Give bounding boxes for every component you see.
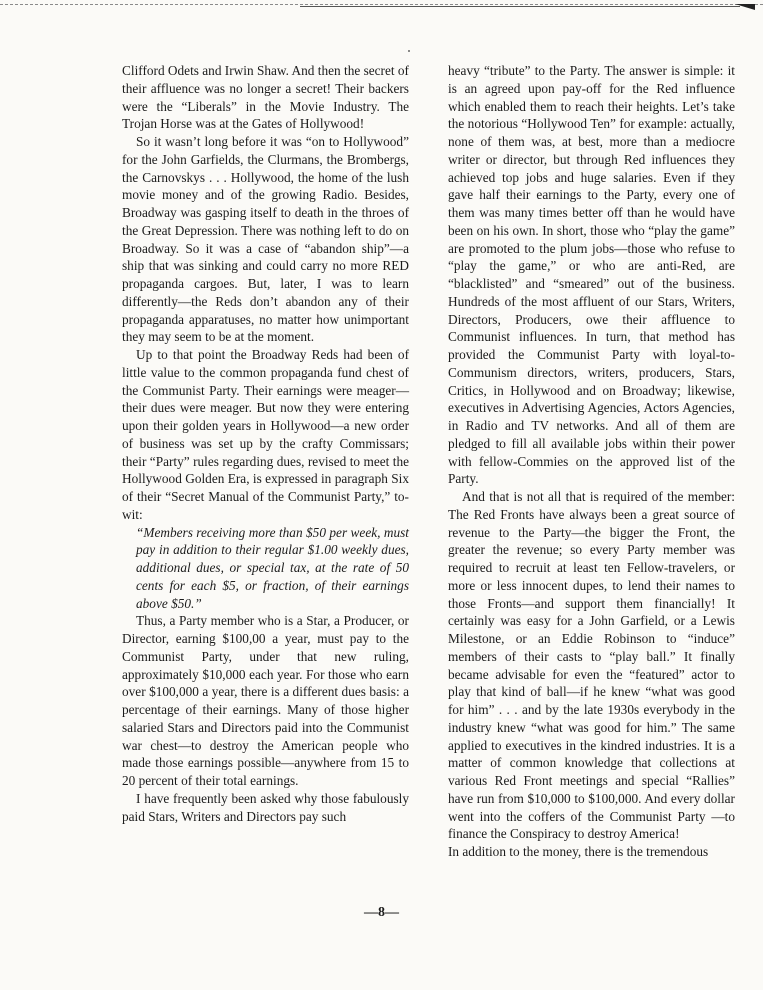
top-rule bbox=[300, 6, 740, 7]
page-number: —8— bbox=[364, 905, 399, 920]
paragraph: I have frequently been asked why those fabulously paid Stars, Writers and Directors pay such bbox=[122, 790, 409, 824]
paragraph: In addition to the money, there is the tremendous bbox=[448, 844, 709, 859]
paragraph: And that is not all that is required of the member: The Red Fronts have always been a great source of revenue to the Party—the bigger the Front, the greater the revenue; so every Party member was required to recruit at least ten Fellow-travelers, or more or less innocent dupes, to lend their names to those Fronts—and support them financially! It certainly was easy for a John Garfield, or a Lewis Milestone, or an Eddie Robinson to “induce” members of their casts to “play ball.” It finally became advisable for even the “featured” actor to play that kind of ball—if he knew “what was good for him” . . . and by the late 1930s everybody in the industry knew “what was good for him.” The same applied to executives in the kindred industries. It is a matter of common knowledge that collections at various Red Front meetings and special “Rallies” have run from $10,000 to $100,000. And every dollar went into the coffers of the Communist Party —to finance the Conspiracy to destroy America! bbox=[448, 489, 735, 842]
quoted-rule: “Members receiving more than $50 per week, must pay in addition to their regular $1.00 weekly dues, additional dues, or special tax, at the rate of 50 cents for each $5, or fraction, of their earnings above $50.” bbox=[136, 524, 409, 611]
paragraph: Thus, a Party member who is a Star, a Producer, or Director, earning $100,00 a year, must pay to the Communist Party, under that new ruling, approximately $10,000 each year. For those who earn over $100,000 a year, there is a different dues basis: a percentage of their earnings. Many of those higher salaried Stars and Directors paid into the Communist war chest—to destroy the American people who made those earnings possible—anywhere from 15 to 20 percent of their total earnings. bbox=[122, 613, 409, 788]
paragraph: So it wasn’t long before it was “on to Hollywood” for the John Garfields, the Clurmans, the Brombergs, the Carnovskys . . . Hollywood, the home of the lush movie money and of the growing Radio. Besides, Broadway was gasping itself to death in the throes of the Great Depression. There was nothing left to do on Broadway. So it was a case of “abandon ship”—a ship that was sinking and could carry no more RED propaganda cargoes. But, later, I was to learn differently—the Reds don’t abandon any of their propaganda apparatuses, no matter how unimportant they may seem to be at the moment. bbox=[122, 134, 409, 345]
paragraph: Up to that point the Broadway Reds had been of little value to the common propaganda fund chest of the Communist Party. Their earnings were meager—their dues were meager. But now they were entering upon their golden years in Hollywood—a new order of business was set up by the crafty Commissars; their “Party” rules regarding dues, revised to meet the Hollywood Golden Era, is expressed in paragraph Six of their “Secret Manual of the Communist Party,” to-wit: bbox=[122, 347, 409, 522]
paragraph: heavy “tribute” to the Party. The answer is simple: it is an agreed upon pay-off for the Red influence which enabled them to reach their heights. Let’s take the notorious “Hollywood Ten” for example: actually, none of them was, at best, more than a mediocre writer or director, but through Red influences they achieved top jobs and huge salaries. Even if they gave half their earnings to the Party, every one of them was many times better off than he would have been on his own. In short, those who “play the game” are promoted to the plum jobs—those who refuse to “play the game,” or who are anti-Red, are “blacklisted” and “smeared” out of the business. Hundreds of the most affluent of our Stars, Writers, Directors, Producers, owe their affluence to Communist influences. In turn, that method has provided the Communist Party with loyal-to-Communism directors, writers, producers, Stars, Critics, in Hollywood and on Broadway; likewise, executives in Advertising Agencies, Actors Agencies, in Radio and TV networks. And all of them are pledged to fill all available jobs within their power with fellow-Commies on the approved list of the Party. bbox=[448, 63, 735, 487]
left-column bbox=[122, 62, 409, 825]
scan-speck bbox=[408, 50, 410, 52]
paragraph: Clifford Odets and Irwin Shaw. And then the secret of their affluence was no longer a secret! Their backers were the “Liberals” in the Movie Industry. The Trojan Horse was at the Gates of Hollywood! bbox=[122, 63, 409, 132]
right-column bbox=[448, 62, 735, 861]
